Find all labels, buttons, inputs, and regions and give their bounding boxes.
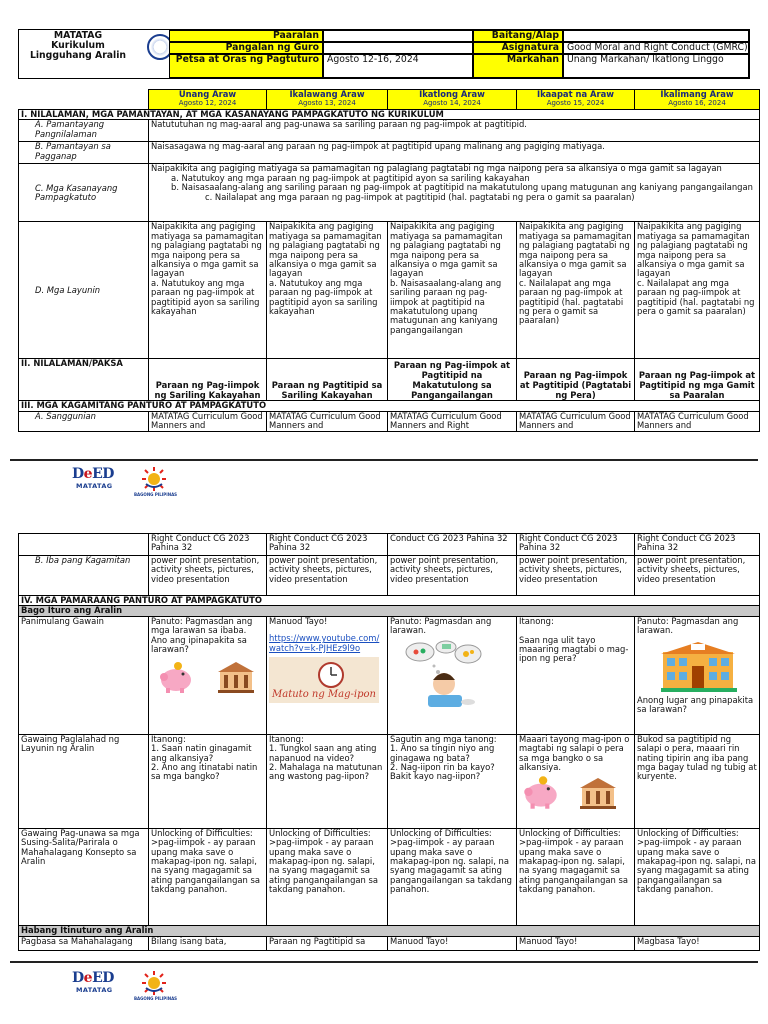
panimula-text: Panuto: Pagmasdan ang mga larawan sa ibaba. Ano ang ipinapakita sa larawan? — [151, 616, 253, 655]
row-label: Pagbasa sa Mahahalagang — [19, 936, 149, 950]
lesson-header — [18, 29, 750, 79]
sanggunian-cont: Right Conduct CG 2023 Pahina 32 — [517, 534, 635, 556]
paglalahad-cell — [517, 734, 635, 828]
pagunawa-cell: Unlocking of Difficulties: >pag-iimpok - ay paraan upang maka save o makapag-ipon ng. salapi, na syang magagamit sa ating pangangailangan sa takdang panahon. — [635, 828, 760, 925]
bagong-pilipinas-label: BAGONG PILIPINAS — [134, 996, 178, 1001]
kagamitan-cell: power point presentation, activity sheets, pictures, video presentation — [517, 556, 635, 596]
row-label: B. Pamantayan sa Pagganap — [19, 142, 149, 164]
row-label: D. Mga Layunin — [19, 222, 149, 359]
corner-cell — [19, 90, 149, 110]
paaralan-value — [323, 30, 473, 42]
panimula-cell-1 — [149, 616, 267, 734]
bank-building-icon — [216, 660, 256, 694]
kasanayan-c: c. Nailalapat ang mga paraan ng pag-iimpok at pagtitipid (hal. pagtatabi ng pera o gamit sa paaralan) — [205, 191, 635, 202]
bank-building-icon — [578, 776, 618, 810]
sanggunian-cont: Right Conduct CG 2023 Pahina 32 — [149, 534, 267, 556]
sanggunian-cont: Right Conduct CG 2023 Pahina 32 — [635, 534, 760, 556]
deped-logo: DeED — [72, 466, 114, 482]
baitang-label: Baitang/Alap — [473, 30, 563, 42]
page-divider — [10, 961, 758, 963]
piggy-bank-icon — [155, 662, 197, 694]
panimula5-question: Anong lugar ang pinapakita sa larawan? — [637, 695, 754, 715]
sanggunian-cont: Conduct CG 2023 Pahina 32 — [388, 534, 517, 556]
paksa-cell: Paraan ng Pag-iimpok at Pagtitipid (Pagtatabi ng Pera) — [517, 359, 635, 401]
subsection-band: Bago Ituro ang Aralin — [19, 606, 760, 616]
row-label: C. Mga Kasanayang Pampagkatuto — [19, 164, 149, 222]
panimula-images — [151, 660, 264, 696]
sanggunian-cell: MATATAG Curriculum Good Manners and — [149, 411, 267, 431]
day-header: Ikalimang Araw Agosto 16, 2024 — [635, 90, 760, 110]
row-label — [19, 534, 149, 556]
matatag-label: MATATAG — [76, 986, 113, 994]
kagamitan-cell: power point presentation, activity sheets, pictures, video presentation — [267, 556, 388, 596]
layunin-cell: Naipakikita ang pagiging matiyaga sa pamamagitan ng palagiang pagtatabi ng mga naipong pera sa alkansiya o mga gamit sa lagayan b. Naisasaalang-alang ang sariling paraan ng pag-iimpok at pagtitipid na makatutulong upang matugunan ang kaniyang pangangailangan — [388, 222, 517, 359]
pagunawa-cell: Unlocking of Difficulties: >pag-iimpok - ay paraan upang maka save o makapag-ipon ng. salapi, na syang magagamit sa ating pangangailangan sa takdang panahon. — [149, 828, 267, 925]
markahan-value: Unang Markahan/ Ikatlong Linggo — [563, 54, 749, 78]
pagbasa-cell: Manuod Tayo! — [388, 936, 517, 950]
panimula-cell-3 — [388, 616, 517, 734]
row-label: A. Sanggunian — [19, 411, 149, 431]
pagbasa-cell: Bilang isang bata, — [149, 936, 267, 950]
paglalahad-cell: Itanong: 1. Saan natin ginagamit ang alkansiya? 2. Ano ang itinatabi natin sa mga bangko? — [149, 734, 267, 828]
row-label: Panimulang Gawain — [19, 616, 149, 734]
panimula-cell-2 — [267, 616, 388, 734]
paglalahad-cell: Bukod sa pagtitipid ng salapi o pera, maaari rin nating tipirin ang iba pang mga bagay tulad ng tubig at kuryente. — [635, 734, 760, 828]
sanggunian-cell: MATATAG Curriculum Good Manners and — [517, 411, 635, 431]
layunin-cell: Naipakikita ang pagiging matiyaga sa pamamagitan ng palagiang pagtatabi ng mga naipong pera sa alkansiya o mga gamit sa lagayan a. Natutukoy ang mga paraan ng pag-iimpok at pagtitipid ayon sa sariling kakayahan — [149, 222, 267, 359]
sanggunian-cont: Right Conduct CG 2023 Pahina 32 — [267, 534, 388, 556]
day-header: Ikalawang Araw Agosto 13, 2024 — [267, 90, 388, 110]
sanggunian-cell: MATATAG Curriculum Good Manners and — [267, 411, 388, 431]
svg-text:Matuto ng Mag-ipon: Matuto ng Mag-ipon — [272, 689, 376, 701]
kasanayan-a: a. Natutukoy ang mga paraan ng pag-iimpok at pagtitipid ayon sa sariling kakayahan — [171, 172, 530, 183]
day-header: Unang Araw Agosto 12, 2024 — [149, 90, 267, 110]
footer-logos — [72, 466, 212, 500]
panimula-cell-5 — [635, 616, 760, 734]
panimula-cell-4: Itanong: Saan nga ulit tayo maaaring magtabi o mag-ipon ng pera? — [517, 616, 635, 734]
paglalahad-images — [519, 776, 632, 812]
lesson-plan-table-page2 — [18, 533, 760, 951]
layunin-cell: Naipakikita ang pagiging matiyaga sa pamamagitan ng palagiang pagtatabi ng mga naipong pera sa alkansiya o mga gamit sa lagayan c. Nailalapat ang mga paraan ng pag-iimpok at pagtitipid (hal. pagtatabi ng pera o gamit sa paaralan) — [635, 222, 760, 359]
video-thumbnail[interactable] — [269, 657, 379, 703]
paksa-cell: Paraan ng Pag-iimpok ng Sariling Kakayahan — [149, 359, 267, 401]
kasanayan-b: b. Naisasaalang-alang ang sariling paraan ng pag-iimpok at pagtitipid na makatutulong upang matugunan ang kaniyang pangangailangan — [171, 182, 753, 193]
paksa-cell: Paraan ng Pagtitipid sa Sariling Kakayahan — [267, 359, 388, 401]
paglalahad-text: Maaari tayong mag-ipon o magtabi ng salapi o pera sa mga bangko o sa alkansiya. — [519, 734, 630, 773]
guro-label: Pangalan ng Guro — [169, 42, 323, 54]
panimula-text: Manuod Tayo! — [269, 616, 328, 626]
pamantayang-pangnilalaman: Natututuhan ng mag-aaral ang pag-unawa sa sariling paraan ng pag-iimpok at pagtitipid. — [149, 120, 760, 142]
kagamitan-cell: power point presentation, activity sheets, pictures, video presentation — [149, 556, 267, 596]
petsa-value: Agosto 12-16, 2024 — [323, 54, 473, 78]
paglalahad-cell: Sagutin ang mga tanong: 1. Ano sa tingin niyo ang ginagawa ng bata? 2. Nag-iipon rin ba kayo? Bakit kayo nag-iipon? — [388, 734, 517, 828]
baitang-value — [563, 30, 749, 42]
kagamitan-cell: power point presentation, activity sheets, pictures, video presentation — [388, 556, 517, 596]
pagunawa-cell: Unlocking of Difficulties: >pag-iimpok - ay paraan upang maka save o makapag-ipon ng. salapi, na syang magagamit sa ating pangangailangan sa takdang panahon. — [267, 828, 388, 925]
layunin-cell: Naipakikita ang pagiging matiyaga sa pamamagitan ng palagiang pagtatabi ng mga naipong pera sa alkansiya o mga gamit sa lagayan a. Natutukoy ang mga paraan ng pag-iimpok at pagtitipid ayon sa sariling kakayahan — [267, 222, 388, 359]
piggy-bank-icon — [519, 776, 563, 810]
pagunawa-cell: Unlocking of Difficulties: >pag-iimpok - ay paraan upang maka save o makapag-ipon ng. salapi, na syang magagamit sa ating pangangailangan sa takdang panahon. — [517, 828, 635, 925]
bagong-pilipinas-sun-icon — [140, 970, 168, 996]
row-label: B. Iba pang Kagamitan — [19, 556, 149, 596]
deped-logo: DeED — [72, 970, 114, 986]
bagong-pilipinas-sun-icon — [140, 466, 168, 492]
page-divider — [10, 459, 758, 461]
bagong-pilipinas-label: BAGONG PILIPINAS — [134, 492, 178, 497]
kagamitan-cell: power point presentation, activity sheets, pictures, video presentation — [635, 556, 760, 596]
youtube-link[interactable]: https://www.youtube.com/watch?v=k-PJHEz9l9o — [269, 633, 380, 653]
pamantayan-sa-pagganap: Naisasagawa ng mag-aaral ang paraan ng pag-iimpok at pagtitipid upang malinang ang pagiging matiyaga. — [149, 142, 760, 164]
section-heading: IV. MGA PAMARAANG PANTURO AT PAMPAGKATUTO — [19, 596, 760, 606]
child-thinking-image — [404, 640, 484, 710]
markahan-label: Markahan — [473, 54, 563, 78]
panimula-text: Panuto: Pagmasdan ang larawan. — [390, 616, 492, 636]
section-heading: II. NILALAMAN/PAKSA — [19, 359, 149, 401]
guro-value — [323, 42, 473, 54]
row-label: Gawaing Pag-unawa sa mga Susing-Salita/Parirala o Mahahalagang Konsepto sa Aralin — [19, 828, 149, 925]
paaralan-label: Paaralan — [169, 30, 323, 42]
paglalahad-cell: Itanong: 1. Tungkol saan ang ating napanuod na video? 2. Mahalaga na matutunan ang wastong pag-iipon? — [267, 734, 388, 828]
curriculum-title: MATATAG Kurikulum Lingguhang Aralin — [29, 30, 127, 61]
sanggunian-cell: MATATAG Curriculum Good Manners and — [635, 411, 760, 431]
panimula-text: Panuto: Pagmasdan ang larawan. — [637, 616, 739, 636]
paksa-cell: Paraan ng Pag-iimpok at Pagtitipid na Makatutulong sa Pangangailangan — [388, 359, 517, 401]
matatag-label: MATATAG — [76, 482, 113, 490]
sanggunian-cell: MATATAG Curriculum Good Manners and Right — [388, 411, 517, 431]
layunin-cell: Naipakikita ang pagiging matiyaga sa pamamagitan ng palagiang pagtatabi ng mga naipong pera sa alkansiya o mga gamit sa lagayan c. Nailalapat ang mga paraan ng pag-iimpok at pagtitipid (hal. pagtatabi ng pera o gamit sa paaralan) — [517, 222, 635, 359]
pagunawa-cell: Unlocking of Difficulties: >pag-iimpok - ay paraan upang maka save o makapag-ipon ng. salapi, na syang magagamit sa ating pangangailangan sa takdang panahon. — [388, 828, 517, 925]
school-building-icon — [661, 640, 739, 694]
day-header: Ikaapat na Araw Agosto 15, 2024 — [517, 90, 635, 110]
lesson-plan-table-page1 — [18, 89, 760, 432]
row-label: A. Pamantayang Pangnilalaman — [19, 120, 149, 142]
pagbasa-cell: Manuod Tayo! — [517, 936, 635, 950]
petsa-label: Petsa at Oras ng Pagtuturo — [169, 54, 323, 78]
pagbasa-cell: Magbasa Tayo! — [635, 936, 760, 950]
pagbasa-cell: Paraan ng Pagtitipid sa — [267, 936, 388, 950]
section-heading: I. NILALAMAN, MGA PAMANTAYAN, AT MGA KASANAYANG PAMPAGKATUTO NG KURIKULUM — [19, 110, 760, 120]
day-header: Ikatlong Araw Agosto 14, 2024 — [388, 90, 517, 110]
paksa-cell: Paraan ng Pag-iimpok at Pagtitipid ng mga Gamit sa Paaralan — [635, 359, 760, 401]
asignatura-value: Good Moral and Right Conduct (GMRC) — [563, 42, 749, 54]
kasanayan-intro: Naipakikita ang pagiging matiyaga sa pamamagitan ng palagiang pagtatabi ng mga naipong pera sa alkansiya o mga gamit sa lagayan — [151, 163, 722, 174]
kasanayang-pampagkatuto — [149, 164, 760, 222]
section-heading: III. MGA KAGAMITANG PANTURO AT PAMPAGKATUTO — [19, 401, 760, 411]
asignatura-label: Asignatura — [473, 42, 563, 54]
subsection-band: Habang Itinuturo ang Aralin — [19, 925, 760, 936]
row-label: Gawaing Paglalahad ng Layunin ng Aralin — [19, 734, 149, 828]
footer-logos — [72, 970, 212, 1004]
